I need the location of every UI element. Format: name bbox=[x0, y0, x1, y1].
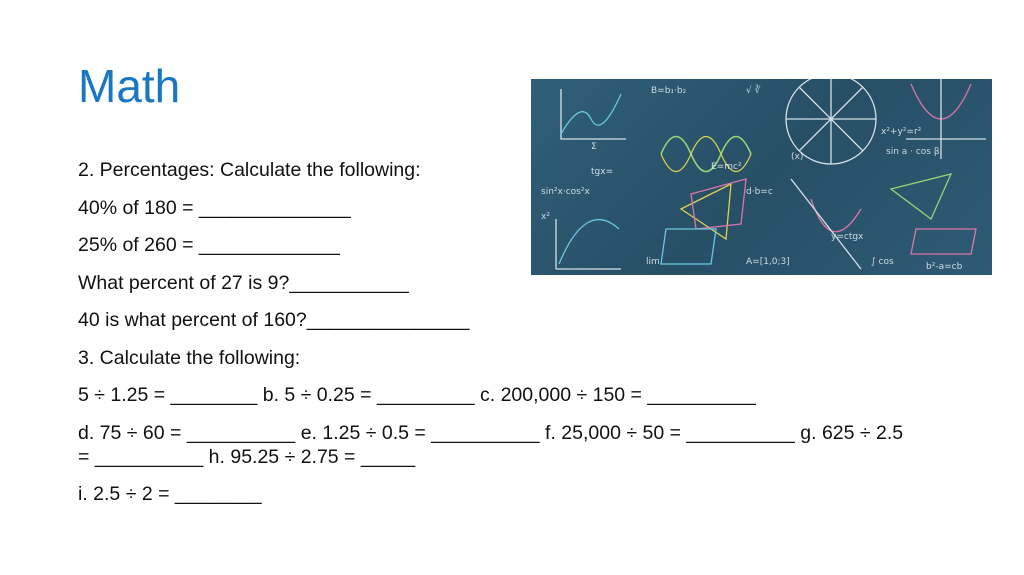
svg-text:b²-a=cb: b²-a=cb bbox=[926, 262, 963, 272]
svg-text:x²: x² bbox=[541, 212, 550, 222]
section-heading-percentages: 2. Percentages: Calculate the following: bbox=[78, 159, 421, 181]
problem-line: 5 ÷ 1.25 = ________ b. 5 ÷ 0.25 = _________ c. 200,000 ÷ 150 = __________ bbox=[78, 384, 756, 406]
svg-text:y=ctgx: y=ctgx bbox=[831, 232, 864, 242]
svg-text:sin²x·cos²x: sin²x·cos²x bbox=[541, 187, 590, 197]
problem-line: What percent of 27 is 9?___________ bbox=[78, 271, 409, 294]
math-chalkboard-picture bbox=[531, 79, 992, 275]
svg-text:A=[1,0;3]: A=[1,0;3] bbox=[746, 257, 790, 267]
problem-line: i. 2.5 ÷ 2 = ________ bbox=[78, 483, 262, 505]
problem-line: d. 75 ÷ 60 = __________ e. 1.25 ÷ 0.5 = __________ f. 25,000 ÷ 50 = __________ g. 625 ÷ 2.5 = __________ h. 95.25 ÷ 2.75 = _____ bbox=[78, 421, 904, 468]
problem-line: 25% of 260 = _____________ bbox=[78, 234, 340, 256]
svg-text:Σ: Σ bbox=[591, 142, 597, 152]
math-chalkboard-icon bbox=[531, 79, 992, 275]
svg-text:E=mc²: E=mc² bbox=[711, 162, 742, 172]
problem-line: 40% of 180 = ______________ bbox=[78, 196, 351, 219]
svg-text:lim: lim bbox=[646, 257, 660, 267]
svg-text:(x): (x) bbox=[791, 152, 804, 162]
section-heading-division: 3. Calculate the following: bbox=[78, 346, 301, 369]
svg-text:x²+y²=r²: x²+y²=r² bbox=[881, 127, 922, 137]
svg-text:B=b₁·b₂: B=b₁·b₂ bbox=[651, 86, 687, 96]
svg-text:tgx=: tgx= bbox=[591, 167, 614, 177]
svg-text:d·b=c: d·b=c bbox=[746, 187, 773, 197]
svg-text:sin a · cos β: sin a · cos β bbox=[886, 147, 940, 157]
svg-text:√ ∛: √ ∛ bbox=[746, 86, 761, 96]
svg-text:∫ cos: ∫ cos bbox=[871, 257, 894, 267]
slide-title: Math bbox=[78, 60, 181, 112]
problem-line: 40 is what percent of 160?_______________ bbox=[78, 309, 470, 331]
